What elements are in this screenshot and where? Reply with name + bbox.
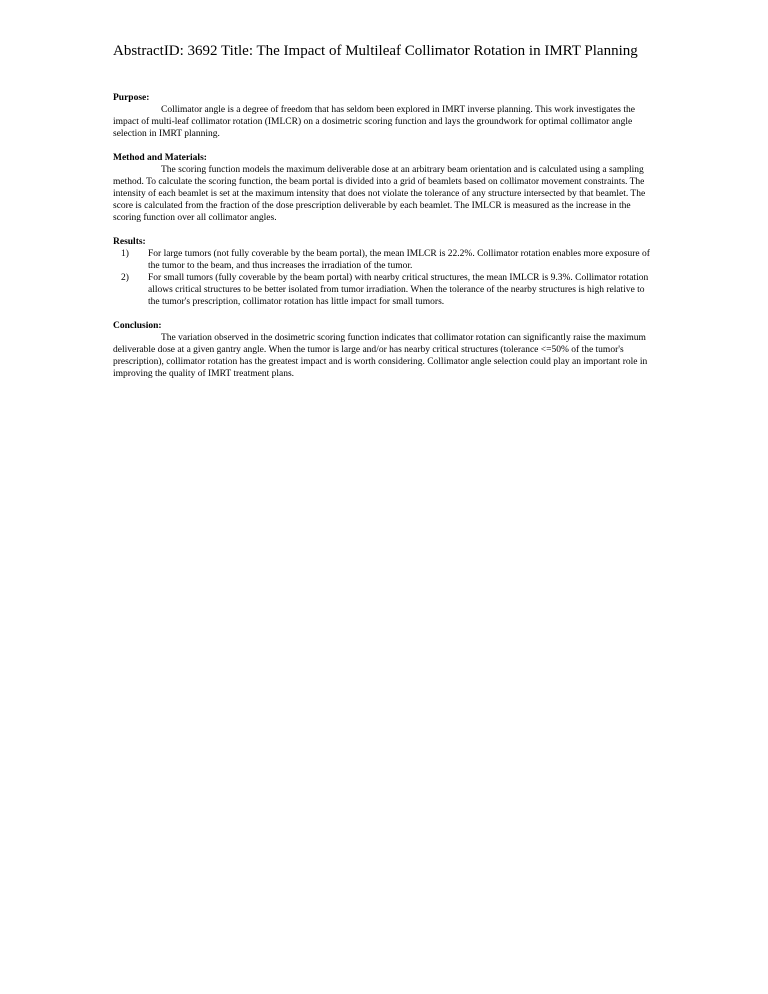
results-item bbox=[113, 272, 658, 308]
methods-heading: Method and Materials: bbox=[113, 153, 207, 163]
conclusion-section bbox=[113, 320, 658, 380]
results-item bbox=[113, 248, 658, 272]
results-section bbox=[113, 236, 658, 308]
purpose-text: Collimator angle is a degree of freedom that has seldom been explored in IMRT inverse planning. This work investigates the impact of multi-leaf collimator rotation (IMLCR) on a dosimetric scoring function and lays the groundwork for optimal collimator angle selection in IMRT planning. bbox=[113, 105, 635, 139]
results-item-text: For large tumors (not fully coverable by the beam portal), the mean IMLCR is 22.2%. Collimator rotation enables more exposure of the tumor to the beam, and thus increases the irradiation of the tumor. bbox=[148, 249, 650, 271]
abstract-page bbox=[113, 42, 658, 392]
results-item-number: 1) bbox=[121, 249, 129, 259]
methods-section bbox=[113, 152, 658, 224]
results-item-text: For small tumors (fully coverable by the beam portal) with nearby critical structures, the mean IMLCR is 9.3%. Collimator rotation allows critical structures to be better isolated from tumor irradiation. When the tolerance of the nearby structures is high relative to the tumor's prescription, collimator rotation has little impact for small tumors. bbox=[148, 273, 649, 307]
results-heading: Results: bbox=[113, 237, 146, 247]
results-list bbox=[113, 248, 658, 308]
abstract-title: AbstractID: 3692 Title: The Impact of Multileaf Collimator Rotation in IMRT Planning bbox=[113, 43, 638, 59]
purpose-section bbox=[113, 92, 658, 140]
conclusion-heading: Conclusion: bbox=[113, 321, 162, 331]
results-item-number: 2) bbox=[121, 273, 129, 283]
methods-text: The scoring function models the maximum deliverable dose at an arbitrary beam orientation and is calculated using a sampling method. To calculate the scoring function, the beam portal is divided into a grid of beamlets based on collimator movement constraints. The intensity of each beamlet is set at the maximum intensity that does not violate the tolerance of any structure intersected by that beamlet. The score is calculated from the fraction of the dose prescription deliverable by each beamlet. The IMLCR is measured as the increase in the scoring function over all collimator angles. bbox=[113, 165, 646, 223]
purpose-heading: Purpose: bbox=[113, 93, 150, 103]
conclusion-text: The variation observed in the dosimetric scoring function indicates that collimator rotation can significantly raise the maximum deliverable dose at a given gantry angle. When the tumor is large and/or has nearby critical structures (tolerance <=50% of the tumor's prescription), collimator rotation has the greatest impact and is worth considering. Collimator angle selection could play an important role in improving the quality of IMRT treatment plans. bbox=[113, 333, 648, 379]
